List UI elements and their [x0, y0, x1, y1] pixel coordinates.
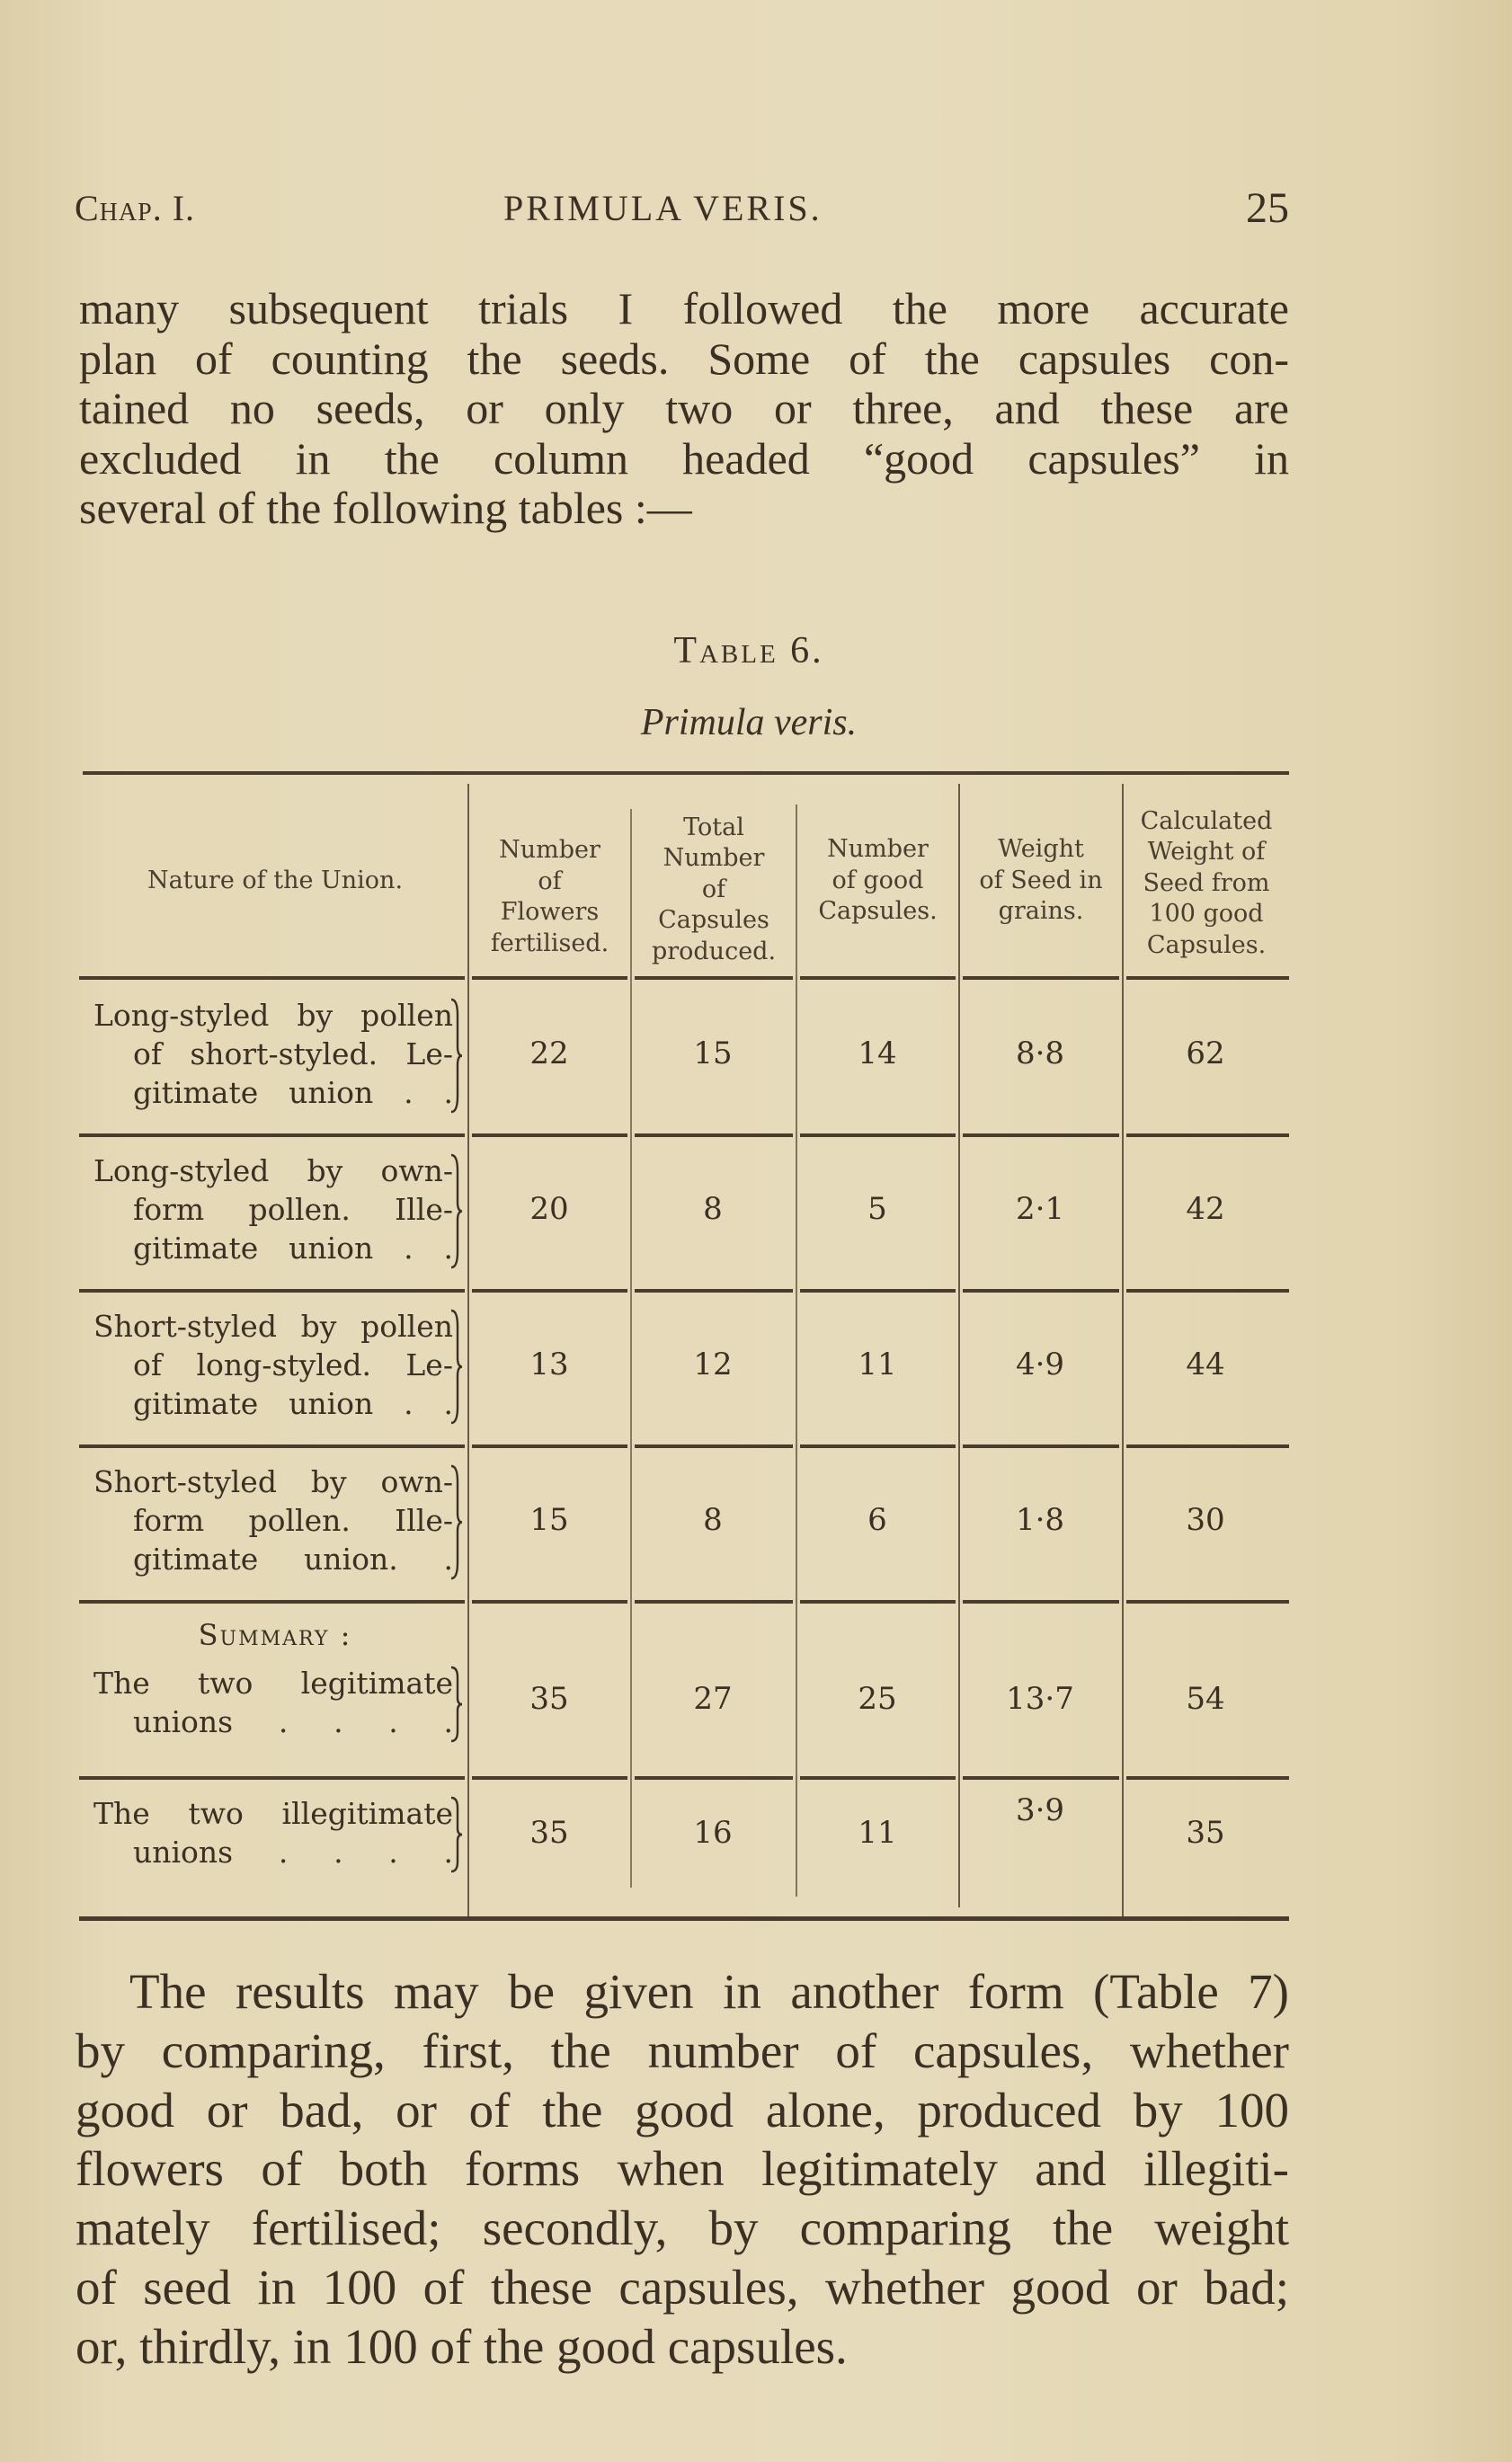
header-line: grains.: [998, 897, 1084, 926]
cell-flowers: 22: [529, 1035, 569, 1071]
cell-capsules-total: 16: [693, 1815, 733, 1851]
text-line: good or bad, or of the good alone, produced by 100: [76, 2082, 1289, 2138]
right-brace-icon: [449, 1464, 464, 1580]
cell-capsules-total: 12: [693, 1347, 733, 1382]
header-line: Seed from: [1143, 868, 1270, 897]
cell-capsules-good: 11: [858, 1815, 897, 1851]
cell-flowers: 15: [529, 1502, 569, 1538]
table-bottom-rule: [79, 1916, 1289, 1921]
header-line: Number: [663, 844, 765, 873]
cell-capsules-good: 11: [858, 1347, 897, 1382]
cell-weight: 3·9: [1015, 1792, 1065, 1828]
cell-calc-weight: 54: [1186, 1681, 1225, 1717]
cell-weight: 4·9: [1015, 1347, 1065, 1382]
table-title: Table 6.: [673, 630, 824, 671]
cell-weight: 1·8: [1015, 1502, 1065, 1538]
header-line: 100 good: [1149, 900, 1264, 929]
cell-flowers: 35: [529, 1681, 569, 1717]
cell-capsules-good: 14: [858, 1035, 897, 1071]
row-label-line: form pollen. Ille-: [133, 1503, 453, 1538]
right-brace-icon: [449, 1153, 464, 1269]
header-line: Calculated: [1140, 806, 1273, 835]
cell-capsules-good: 25: [858, 1681, 897, 1717]
cell-calc-weight: 35: [1186, 1815, 1225, 1851]
text-line: mately fertilised; secondly, by comparing the weight: [76, 2200, 1289, 2256]
header-line: of: [701, 875, 726, 903]
text-line: or, thirdly, in 100 of the good capsules.: [76, 2318, 848, 2374]
text-line: by comparing, first, the number of capsules, whether: [76, 2022, 1289, 2078]
row-rule: [79, 1776, 1289, 1780]
page-number: 25: [1246, 184, 1289, 232]
text-line: tained no seeds, or only two or three, and these are: [79, 383, 1289, 433]
cell-flowers: 20: [529, 1191, 569, 1227]
row-label-line: of short-styled. Le-: [133, 1036, 453, 1071]
row-label-line: The two legitimate: [93, 1666, 453, 1701]
text-line: flowers of both forms when legitimately and illegiti-: [76, 2141, 1289, 2197]
row-label-line: Short-styled by pollen: [93, 1309, 453, 1344]
header-line: of Seed in: [979, 866, 1103, 894]
header-line: Nature of the Union.: [147, 866, 404, 894]
column-header-weight: [960, 791, 1122, 971]
column-header-nature: [83, 791, 467, 971]
header-line: Number: [827, 835, 929, 864]
text-line: of seed in 100 of these capsules, whether good or bad;: [76, 2259, 1289, 2315]
cell-calc-weight: 42: [1186, 1191, 1225, 1227]
cell-calc-weight: 62: [1186, 1035, 1225, 1071]
header-line: fertilised.: [490, 929, 609, 957]
row-rule: [79, 1133, 1289, 1137]
header-line: of: [538, 867, 562, 895]
row-label-line: gitimate union . .: [133, 1231, 453, 1266]
cell-weight: 8·8: [1015, 1035, 1065, 1071]
header-line: of good: [832, 866, 924, 894]
row-rule: [79, 1444, 1289, 1448]
chapter-label: Chap. I.: [75, 188, 196, 228]
header-line: Flowers: [500, 898, 600, 926]
row-label: [93, 1794, 453, 1871]
table-top-rule: [83, 771, 1289, 775]
closing-paragraph: [76, 1962, 1289, 2377]
header-line: produced.: [651, 937, 777, 965]
column-header-good-capsules: [797, 791, 958, 971]
cell-capsules-total: 8: [703, 1502, 723, 1538]
column-header-total-capsules: [632, 791, 796, 989]
text-line: plan of counting the seeds. Some of the capsules con-: [79, 333, 1289, 384]
running-head: [0, 184, 1512, 237]
cell-flowers: 13: [529, 1347, 569, 1382]
right-brace-icon: [449, 1309, 464, 1425]
row-label-line: Short-styled by own-: [93, 1464, 453, 1499]
text-line: excluded in the column headed “good capsules” in: [79, 432, 1289, 484]
cell-capsules-total: 8: [703, 1191, 723, 1227]
summary-heading: Summary :: [198, 1618, 352, 1652]
cell-flowers: 35: [529, 1815, 569, 1851]
header-line: Total: [683, 813, 744, 841]
column-header-flowers: [469, 807, 630, 987]
row-label: [93, 1462, 453, 1578]
cell-weight: 13·7: [1006, 1681, 1074, 1717]
row-rule: [79, 1289, 1289, 1293]
row-rule: [79, 1600, 1289, 1604]
header-line: Capsules.: [1146, 930, 1267, 959]
cell-weight: 2·1: [1015, 1191, 1065, 1227]
row-label-line: Long-styled by pollen: [93, 998, 453, 1033]
row-label-line: The two illegitimate: [93, 1796, 453, 1831]
cell-capsules-total: 15: [693, 1035, 733, 1071]
right-brace-icon: [449, 1666, 464, 1743]
header-line: Weight: [998, 835, 1084, 864]
header-line: Capsules: [658, 906, 769, 935]
column-header-calculated-weight: [1124, 789, 1289, 978]
cell-calc-weight: 30: [1186, 1502, 1225, 1538]
row-label: [93, 1151, 453, 1267]
intro-paragraph: [79, 284, 1289, 534]
row-label-line: unions . . . .: [133, 1704, 453, 1739]
row-label-line: gitimate union. .: [133, 1542, 453, 1577]
row-label-line: gitimate union . .: [133, 1075, 453, 1110]
row-label-line: form pollen. Ille-: [133, 1192, 453, 1227]
text-line: several of the following tables :—: [79, 483, 692, 533]
row-label-line: of long-styled. Le-: [133, 1347, 453, 1382]
right-brace-icon: [449, 998, 464, 1114]
header-line: Capsules.: [818, 897, 938, 926]
row-label: [93, 1664, 453, 1741]
header-line: Weight of: [1147, 838, 1266, 867]
running-title: PRIMULA VERIS.: [503, 188, 823, 228]
cell-capsules-good: 6: [867, 1502, 887, 1538]
row-label-line: unions . . . .: [133, 1835, 453, 1870]
row-label: [93, 996, 453, 1112]
cell-capsules-total: 27: [693, 1681, 733, 1717]
cell-capsules-good: 5: [867, 1191, 887, 1227]
row-label-line: gitimate union . .: [133, 1386, 453, 1421]
text-line: many subsequent trials I followed the more accurate: [79, 283, 1289, 333]
cell-calc-weight: 44: [1186, 1347, 1225, 1382]
header-line: Number: [499, 836, 600, 864]
row-label-line: Long-styled by own-: [93, 1153, 453, 1188]
right-brace-icon: [449, 1796, 464, 1873]
row-label: [93, 1307, 453, 1423]
text-line: The results may be given in another form (Table 7): [129, 1964, 1289, 2019]
table-subtitle: Primula veris.: [640, 702, 858, 743]
